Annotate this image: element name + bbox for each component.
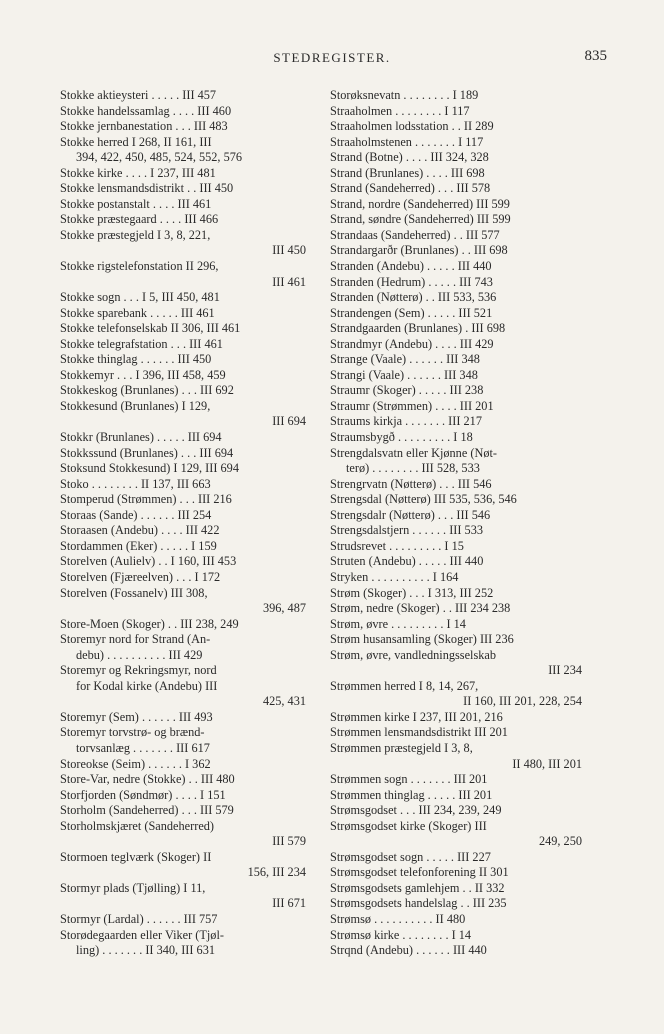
index-entry-line: Strandgaarden (Brunlanes) . III 698 [330, 321, 506, 336]
index-entry-line: Strømsgodset telefonforening II 301 [330, 865, 509, 880]
index-entry-line: Storemyr nord for Strand (An- [60, 632, 211, 647]
index-entry-line: Strand, nordre (Sandeherred) III 599 [330, 196, 510, 211]
index-entry-line: Stokke præstegjeld I 3, 8, 221, [60, 227, 211, 242]
index-entry-line: III 461 [272, 274, 306, 289]
index-entry-line: Stomperud (Strømmen) . . . III 216 [60, 492, 232, 507]
index-entry-line: Stormoen teglværk (Skoger) II [60, 849, 212, 864]
index-entry-line: Stoksund Stokkesund) I 129, III 694 [60, 461, 239, 476]
index-entry-line: Stokke aktieysteri . . . . . III 457 [60, 88, 217, 102]
index-entry-line: Storelven (Fjæreelven) . . . I 172 [60, 569, 221, 584]
index-entry-line: Straumr (Skoger) . . . . . III 238 [330, 383, 484, 398]
index-entry-line: Stokke sogn . . . I 5, III 450, 481 [60, 290, 220, 305]
index-entry-line: Storemyr (Sem) . . . . . . III 493 [60, 709, 213, 724]
index-entry-line: Stokkeskog (Brunlanes) . . . III 692 [60, 383, 234, 398]
index-entry-line: Strøm husansamling (Skoger) III 236 [330, 632, 514, 647]
index-entry-line: Strømmen herred I 8, 14, 267, [330, 678, 479, 693]
index-entry-line: Stokke kirke . . . . I 237, III 481 [60, 165, 216, 180]
index-entry-line: II 480, III 201 [512, 756, 582, 771]
index-entry-line: Straumsbygð . . . . . . . . . I 18 [330, 430, 473, 445]
index-entry-line: Storeokse (Seim) . . . . . . I 362 [60, 756, 211, 771]
index-entry-line: Strøm, nedre (Skoger) . . III 234 238 [330, 601, 511, 616]
index-column-right [330, 88, 582, 959]
index-entry-line: III 694 [272, 414, 306, 429]
index-entry-line: Storfjorden (Søndmør) . . . . I 151 [60, 787, 226, 802]
index-entry-line: terø) . . . . . . . . III 528, 533 [346, 461, 480, 476]
index-entry-line: Stryken . . . . . . . . . . I 164 [330, 569, 459, 584]
index-entry-line: Store-Moen (Skoger) . . III 238, 249 [60, 616, 239, 631]
index-entry-line: Stokke postanstalt . . . . III 461 [60, 196, 212, 211]
index-entry-line: Strømmen lensmandsdistrikt III 201 [330, 725, 508, 740]
index-entry-line: Storaas (Sande) . . . . . . III 254 [60, 507, 212, 522]
index-entry-line: Strengsdalstjern . . . . . . III 533 [330, 523, 484, 538]
index-entry-line: debu) . . . . . . . . . . III 429 [76, 647, 203, 662]
index-entry-line: Strand (Botne) . . . . III 324, 328 [330, 150, 489, 165]
index-entry-line: Stormyr (Lardal) . . . . . . III 757 [60, 911, 218, 926]
index-entry-line: Strengdalsvatn eller Kjønne (Nøt- [330, 445, 497, 460]
index-entry-line: Stokke handelssamlag . . . . III 460 [60, 103, 232, 118]
index-entry-line: Stokke herred I 268, II 161, III [60, 134, 212, 149]
index-entry-line: 396, 487 [262, 601, 306, 616]
index-entry-line: Stranden (Nøtterø) . . III 533, 536 [330, 290, 497, 305]
index-entry-line: Strømsø kirke . . . . . . . . I 14 [330, 927, 472, 942]
index-entry-line: Strømmen præstegjeld I 3, 8, [330, 740, 473, 755]
index-entry-line: 156, III 234 [247, 865, 306, 880]
index-entry-line: Strengsdalr (Nøtterø) . . . III 546 [330, 507, 491, 522]
index-entry-line: Strøm (Skoger) . . . I 313, III 252 [330, 585, 494, 600]
index-entry-line: Straaholmen lodsstation . . II 289 [330, 119, 494, 134]
index-entry-line: Stokke rigstelefonstation II 296, [60, 259, 219, 274]
page-title: STEDREGISTER. [273, 50, 391, 65]
index-entry-line: for Kodal kirke (Andebu) III [76, 678, 218, 693]
index-entry-line: Strømsgodsets handelslag . . III 235 [330, 896, 507, 911]
index-entry-line: Strand (Sandeherred) . . . III 578 [330, 181, 491, 196]
index-entry-line: Stokkesund (Brunlanes) I 129, [60, 398, 211, 413]
index-entry-line: Stokke jernbanestation . . . III 483 [60, 119, 228, 134]
index-entry-line: Stranden (Hedrum) . . . . . III 743 [330, 274, 493, 289]
index-entry-line: Stokkssund (Brunlanes) . . . III 694 [60, 445, 234, 460]
index-entry-line: Stokkemyr . . . I 396, III 458, 459 [60, 367, 226, 382]
index-entry-line: Stranden (Andebu) . . . . . III 440 [330, 259, 492, 274]
index-entry-line: Struten (Andebu) . . . . . III 440 [330, 554, 484, 569]
index-entry-line: Strømsgodset sogn . . . . . III 227 [330, 849, 491, 864]
index-entry-line: Stokke thinglag . . . . . . III 450 [60, 352, 212, 367]
index-entry-line: Strandaas (Sandeherred) . . III 577 [330, 227, 500, 242]
index-entry-line: torvsanlæg . . . . . . . III 617 [76, 740, 210, 755]
index-entry-line: Storholm (Sandeherred) . . . III 579 [60, 803, 234, 818]
index-entry-line: Stormyr plads (Tjølling) I 11, [60, 880, 206, 895]
index-entry-line: Strqnd (Andebu) . . . . . . III 440 [330, 943, 487, 958]
index-entry-line: Strømmen thinglag . . . . . III 201 [330, 787, 493, 802]
page-number: 835 [584, 48, 607, 64]
index-entry-line: Strandmyr (Andebu) . . . . III 429 [330, 336, 494, 351]
index-entry-line: Storemyr torvstrø- og brænd- [60, 725, 205, 740]
index-entry-line: 394, 422, 450, 485, 524, 552, 576 [76, 150, 243, 165]
index-entry-line: III 450 [272, 243, 306, 258]
index-entry-line: Strengrvatn (Nøtterø) . . . III 546 [330, 476, 492, 491]
index-entry-line: 425, 431 [262, 694, 306, 709]
index-entry-line: III 579 [272, 834, 306, 849]
index-entry-line: Stokke præstegaard . . . . III 466 [60, 212, 219, 227]
index-entry-line: Strandargarðr (Brunlanes) . . III 698 [330, 243, 508, 258]
index-column-left [60, 88, 306, 959]
index-entry-line: Strangi (Vaale) . . . . . . III 348 [330, 367, 478, 382]
index-entry-line: Storøksnevatn . . . . . . . . I 189 [330, 88, 479, 102]
index-entry-line: Strøm, øvre . . . . . . . . . I 14 [330, 616, 466, 631]
index-entry-line: Strømsgodset . . . III 234, 239, 249 [330, 803, 502, 818]
index-entry-line: Strømmen kirke I 237, III 201, 216 [330, 709, 503, 724]
index-entry-line: Store-Var, nedre (Stokke) . . III 480 [60, 772, 235, 787]
index-entry-line: Storemyr og Rekringsmyr, nord [60, 663, 217, 678]
index-entry-line: Stoko . . . . . . . . II 137, III 663 [60, 476, 211, 491]
index-entry-line: Straums kirkja . . . . . . . III 217 [330, 414, 482, 429]
index-entry-line: Storholmskjæret (Sandeherred) [60, 818, 215, 833]
index-entry-line: Strand, søndre (Sandeherred) III 599 [330, 212, 511, 227]
index-entry-line: Strand (Brunlanes) . . . . III 698 [330, 165, 485, 180]
index-entry-line: Stokke lensmandsdistrikt . . III 450 [60, 181, 234, 196]
index-entry-line: Strudsrevet . . . . . . . . . I 15 [330, 538, 464, 553]
index-entry-line: 249, 250 [538, 834, 582, 849]
index-entry-line: Storelven (Fossanelv) III 308, [60, 585, 208, 600]
page-header [0, 48, 664, 70]
index-entry-line: Storaasen (Andebu) . . . . III 422 [60, 523, 220, 538]
index-entry-line: Strømsø . . . . . . . . . . II 480 [330, 911, 466, 926]
index-entry-line: III 234 [548, 663, 582, 678]
index-entry-line: Straaholmen . . . . . . . . I 117 [330, 103, 470, 118]
index-entry-line: Storelven (Aulielv) . . I 160, III 453 [60, 554, 237, 569]
index-entry-line: Stokke sparebank . . . . . III 461 [60, 305, 215, 320]
index-entry-line: Strange (Vaale) . . . . . . III 348 [330, 352, 480, 367]
index-entry-line: Strømsgodsets gamlehjem . . II 332 [330, 880, 505, 895]
index-entry-line: ling) . . . . . . . II 340, III 631 [76, 943, 216, 958]
index-entry-line: Strandengen (Sem) . . . . . III 521 [330, 305, 493, 320]
index-entry-line: Storødegaarden eller Viker (Tjøl- [60, 927, 224, 942]
index-entry-line: II 160, III 201, 228, 254 [463, 694, 582, 709]
index-entry-line: Straumr (Strømmen) . . . . III 201 [330, 398, 494, 413]
index-entry-line: Straaholmstenen . . . . . . . I 117 [330, 134, 484, 149]
index-entry-line: Strømmen sogn . . . . . . . III 201 [330, 772, 488, 787]
index-entry-line: Stokkr (Brunlanes) . . . . . III 694 [60, 430, 222, 445]
index-entry-line: Stordammen (Eker) . . . . . I 159 [60, 538, 217, 553]
index-entry-line: Strøm, øvre, vandledningsselskab [330, 647, 496, 662]
index-entry-line: Stokke telefonselskab II 306, III 461 [60, 321, 241, 336]
index-entry-line: Stokke telegrafstation . . . III 461 [60, 336, 223, 351]
index-entry-line: Strømsgodset kirke (Skoger) III [330, 818, 487, 833]
index-entry-line: III 671 [272, 896, 306, 911]
index-entry-line: Strengsdal (Nøtterø) III 535, 536, 546 [330, 492, 517, 507]
